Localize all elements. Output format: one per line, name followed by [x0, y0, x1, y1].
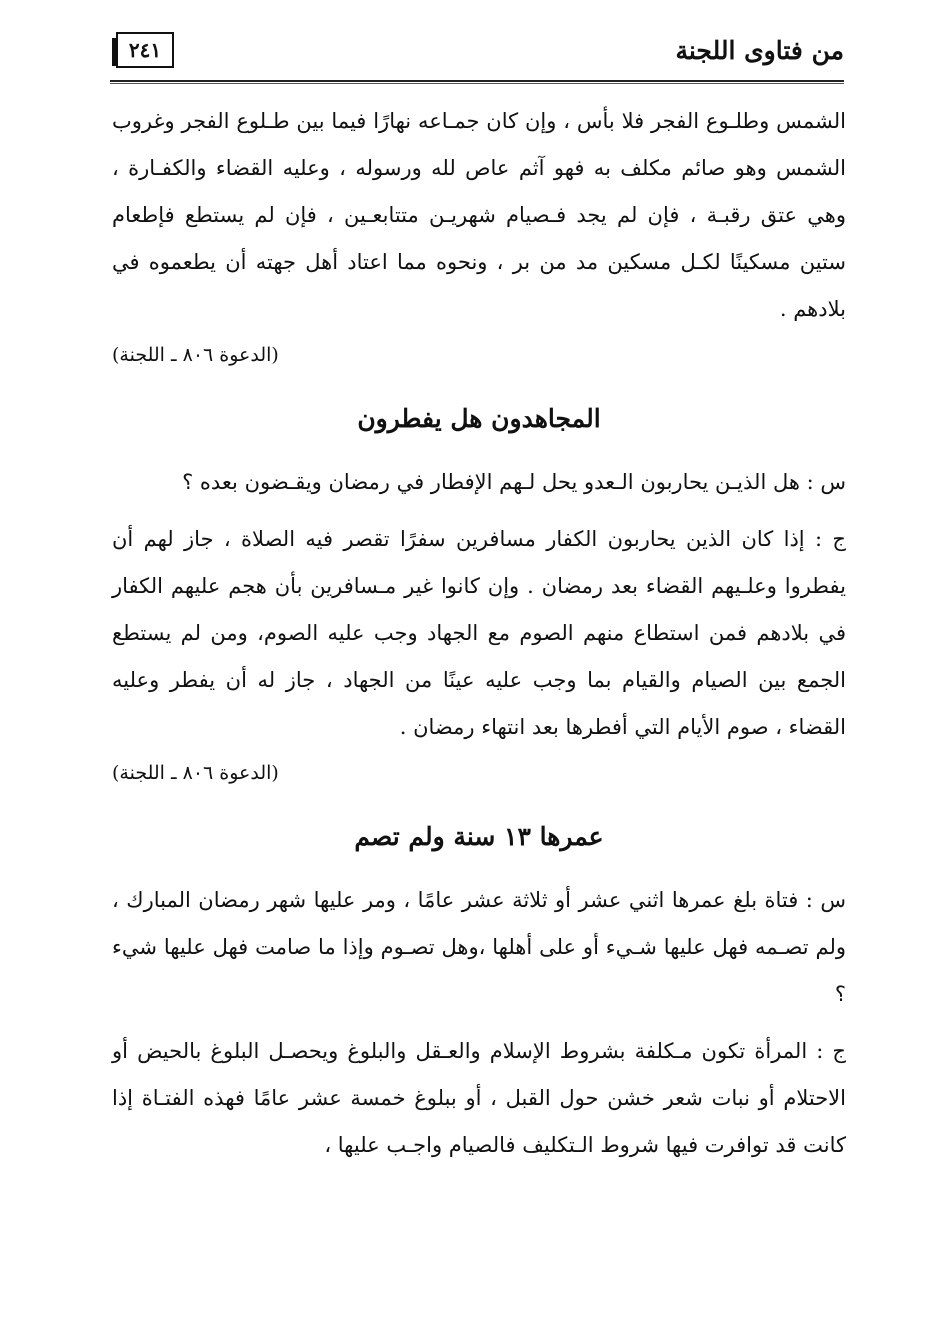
page-body — [112, 98, 846, 1169]
page-header — [110, 30, 844, 76]
source-citation: (الدعوة ٨٠٦ ـ اللجنة) — [112, 344, 279, 366]
source-citation: (الدعوة ٨٠٦ ـ اللجنة) — [112, 762, 279, 784]
question-paragraph: س : فتاة بلغ عمرها اثني عشر أو ثلاثة عشر عامًا ، ومر عليها شهر رمضان المبارك ، ولم تصـمه فهل عليها شـيء أو على أهلها ،وهل تصـوم وإذا ما صامت فهل عليها شيء ؟ — [112, 888, 846, 1006]
header-divider — [110, 80, 844, 84]
answer-paragraph: ج : المرأة تكون مـكلفة بشروط الإسلام والعـقل والبلوغ ويحصـل البلوغ بالحيض أو الاحتلام أو نبات شعر خشن حول القبل ، أو ببلوغ خمسة عشر عامًا فهذه الفتـاة إذا كانت قد توافرت فيها شروط الـتكليف فالصيام واجـب عليها ، — [112, 1039, 846, 1157]
running-title: من فتاوى اللجنة — [675, 36, 844, 65]
section-title: المجاهدون هل يفطرون — [357, 404, 601, 433]
answer-paragraph: ج : إذا كان الذين يحاربون الكفار مسافرين سفرًا تقصر فيه الصلاة ، جاز لهم أن يفطروا وعلـيهم القضاء بعد رمضان . وإن كانوا غير مـسافرين بأن هجم عليهم الكفار في بلادهم فمن استطاع منهم الصوم مع الجهاد وجب عليه الصوم، ومن لم يستطع الجمع بين الصيام والقيام بما وجب عليه عينًا من الجهاد ، جاز له أن يفطر وعليه القضاء ، صوم الأيام التي أفطرها بعد انتهاء رمضان . — [112, 527, 846, 739]
section-title: عمرها ١٣ سنة ولم تصم — [354, 822, 604, 851]
question-paragraph: س : هل الذيـن يحاربون الـعدو يحل لـهم الإفطار في رمضان ويقـضون بعده ؟ — [182, 470, 846, 494]
paragraph-continued: الشمس وطلـوع الفجر فلا بأس ، وإن كان جمـاعه نهارًا فيما بين طـلوع الفجر وغروب الشمس وهو صائم مكلف به فهو آثم عاص لله ورسوله ، وعليه القضاء والكفـارة ، وهي عتق رقبـة ، فإن لم يجد فـصيام شهريـن متتابعـين ، فإن لم يستطع فإطعام ستين مسكينًا لكـل مسكين مد من بر ، ونحوه مما اعتاد أهل جهته أن يطعموه في بلادهم . — [112, 109, 846, 321]
page-number: ٢٤١ — [116, 32, 174, 68]
